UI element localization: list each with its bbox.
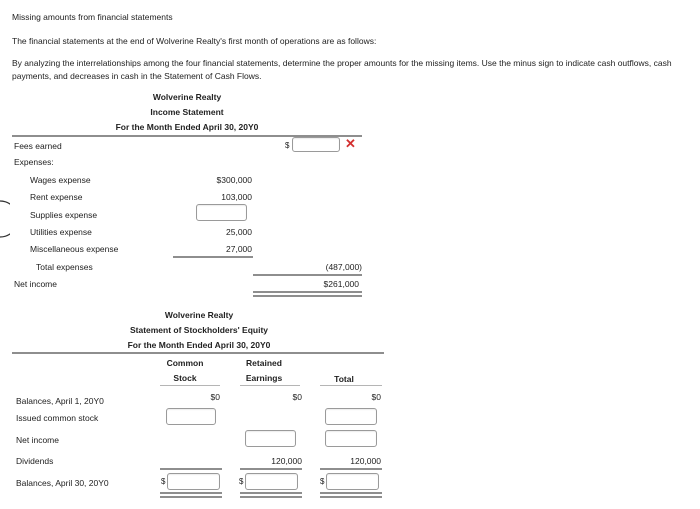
supplies-expense-input[interactable]	[196, 204, 247, 221]
expense-value-wages: $300,000	[216, 175, 252, 185]
net-income-label: Net income	[14, 279, 57, 289]
equity-statement-company: Wolverine Realty	[164, 310, 234, 320]
equity-row-label-dividends: Dividends	[16, 456, 54, 466]
collapse-handle-icon[interactable]	[0, 199, 10, 239]
issued-total-input[interactable]	[325, 408, 377, 425]
dollar-sign-common: $	[161, 477, 166, 486]
page-heading: Missing amounts from financial statements	[12, 12, 173, 22]
equity-statement-title: Statement of Stockholders' Equity	[129, 325, 269, 335]
subtotal-rule-common	[160, 468, 222, 470]
col-header-common-2: Stock	[173, 373, 197, 383]
expense-value-misc: 27,000	[226, 244, 252, 254]
net-income-total-input[interactable]	[325, 430, 377, 447]
equity-row-label-ending: Balances, April 30, 20Y0	[16, 478, 109, 488]
expense-label-wages: Wages expense	[30, 175, 91, 185]
dollar-sign-total: $	[320, 477, 325, 486]
equity-row-label-net-income: Net income	[16, 435, 59, 445]
col-header-total: Total	[334, 374, 354, 384]
expense-label-supplies: Supplies expense	[30, 210, 98, 220]
fees-earned-label: Fees earned	[14, 141, 62, 151]
net-income-retained-input[interactable]	[245, 430, 296, 447]
equity-row-label-beginning: Balances, April 1, 20Y0	[16, 396, 104, 406]
equity-row-label-issued: Issued common stock	[16, 413, 99, 423]
instructions-text: By analyzing the interrelationships among the four financial statements, determine the proper amounts for the missing items. Use the minus sign to indicate cash outflows, cash payments, and decreases in cash in the Statement of Cash Flows.	[12, 58, 672, 81]
ending-double-rule-total	[320, 492, 382, 498]
col-rule-common	[160, 385, 220, 386]
ending-retained-earnings-input[interactable]	[245, 473, 298, 490]
expense-label-misc: Miscellaneous expense	[30, 244, 119, 254]
dividends-retained-value: 120,000	[271, 456, 302, 466]
fees-dollar-sign: $	[285, 141, 290, 150]
ending-double-rule-retained	[240, 492, 302, 498]
total-expenses-value: (487,000)	[325, 262, 362, 272]
expenses-subtotal-rule	[173, 256, 253, 258]
common-stock-beginning: $0	[210, 392, 220, 402]
total-expenses-label: Total expenses	[36, 262, 93, 272]
equity-statement-period: For the Month Ended April 30, 20Y0	[127, 340, 271, 350]
expense-value-utilities: 25,000	[226, 227, 252, 237]
expenses-label: Expenses:	[14, 157, 54, 167]
issued-common-stock-input[interactable]	[166, 408, 216, 425]
expense-label-utilities: Utilities expense	[30, 227, 92, 237]
total-rule	[253, 274, 362, 276]
expense-value-rent: 103,000	[221, 192, 252, 202]
total-beginning: $0	[371, 392, 381, 402]
expense-label-rent: Rent expense	[30, 192, 83, 202]
subtotal-rule-total	[320, 468, 382, 470]
dollar-sign-retained: $	[239, 477, 244, 486]
income-statement-period: For the Month Ended April 30, 20Y0	[115, 122, 259, 132]
col-header-common-1: Common	[166, 358, 204, 368]
income-statement-company: Wolverine Realty	[152, 92, 222, 102]
col-rule-total	[320, 385, 382, 386]
ending-common-stock-input[interactable]	[167, 473, 220, 490]
dividends-total-value: 120,000	[350, 456, 381, 466]
fees-earned-input[interactable]	[292, 137, 340, 152]
net-income-double-rule	[253, 291, 362, 297]
ending-total-input[interactable]	[326, 473, 379, 490]
retained-earnings-beginning: $0	[292, 392, 302, 402]
col-header-retained-1: Retained	[246, 358, 282, 368]
subtotal-rule-retained	[240, 468, 302, 470]
ending-double-rule-common	[160, 492, 222, 498]
incorrect-icon: ✕	[345, 136, 356, 151]
income-statement-title: Income Statement	[150, 107, 224, 117]
col-header-retained-2: Earnings	[245, 373, 283, 383]
net-income-value: $261,000	[323, 279, 359, 289]
intro-text: The financial statements at the end of Wolverine Realty's first month of operations are as follows:	[12, 36, 377, 46]
col-rule-retained	[240, 385, 300, 386]
equity-header-rule	[12, 352, 384, 354]
